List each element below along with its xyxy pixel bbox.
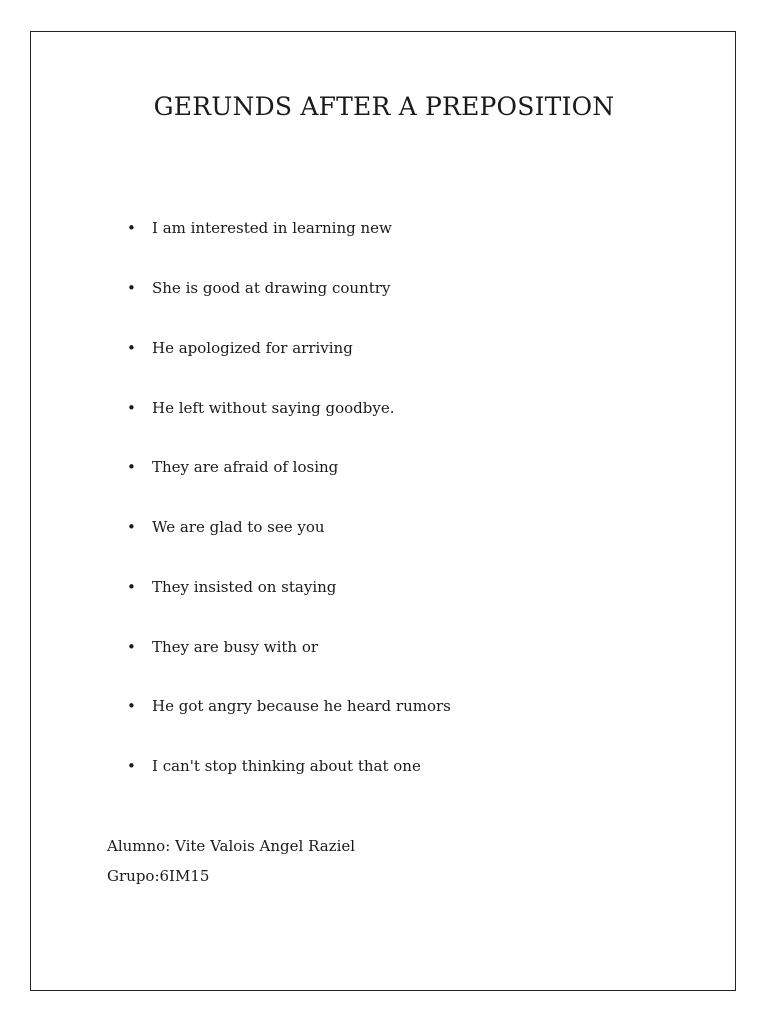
- student-group: Grupo:6IM15: [107, 867, 210, 885]
- bullet-icon: •: [127, 458, 136, 476]
- sentence-text: We are glad to see you: [152, 518, 325, 536]
- bullet-icon: •: [127, 339, 136, 357]
- bullet-icon: •: [127, 279, 136, 297]
- bullet-icon: •: [127, 757, 136, 775]
- document-title: GERUNDS AFTER A PREPOSITION: [153, 92, 615, 121]
- bullet-icon: •: [127, 578, 136, 596]
- bullet-icon: •: [127, 219, 136, 237]
- sentence-text: He got angry because he heard rumors: [152, 697, 451, 715]
- sentence-text: They are busy with or: [152, 638, 319, 656]
- bullet-icon: •: [127, 399, 136, 417]
- student-name: Alumno: Vite Valois Angel Raziel: [107, 837, 356, 855]
- sentence-text: They insisted on staying: [152, 578, 337, 596]
- sentence-text: He left without saying goodbye.: [152, 399, 395, 417]
- sentence-text: He apologized for arriving: [152, 339, 353, 357]
- sentence-text: I am interested in learning new: [152, 219, 392, 237]
- sentence-text: They are afraid of losing: [152, 458, 339, 476]
- sentence-text: She is good at drawing country: [152, 279, 391, 297]
- bullet-icon: •: [127, 697, 136, 715]
- sentence-text: I can't stop thinking about that one: [152, 757, 421, 775]
- bullet-icon: •: [127, 638, 136, 656]
- bullet-icon: •: [127, 518, 136, 536]
